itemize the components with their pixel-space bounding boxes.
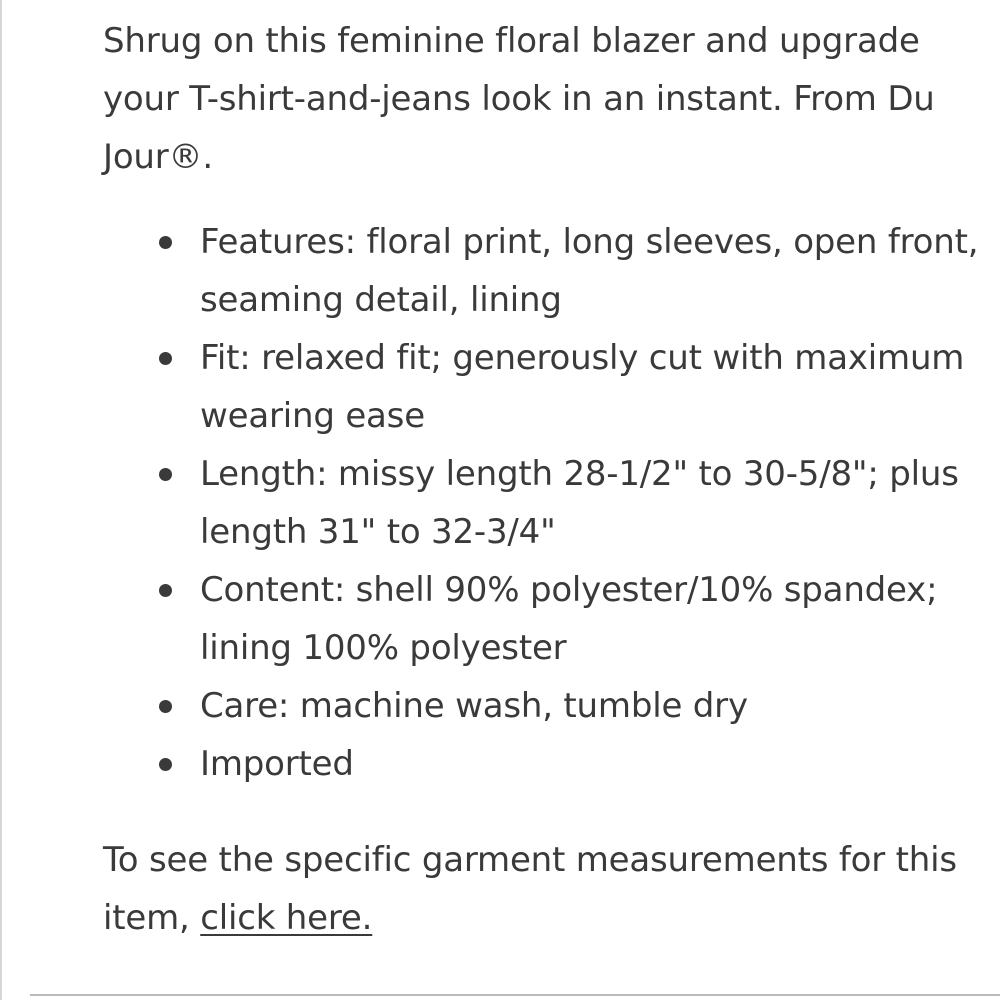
feature-item [103, 561, 983, 677]
feature-text: Content: shell 90% polyester/10% spandex; lining 100% polyester [200, 570, 938, 668]
bullet-icon [159, 352, 172, 365]
bullet-icon [159, 236, 172, 249]
bullet-icon [159, 584, 172, 597]
feature-item [103, 213, 983, 329]
feature-text: Fit: relaxed fit; generously cut with maximum wearing ease [200, 338, 965, 436]
feature-item [103, 677, 983, 735]
feature-text: Length: missy length 28-1/2" to 30-5/8"; plus length 31" to 32-3/4" [200, 454, 959, 552]
left-border [0, 0, 2, 1000]
feature-text: Features: floral print, long sleeves, open front, seaming detail, lining [200, 222, 979, 320]
measurements-note [103, 831, 983, 947]
feature-list [103, 213, 983, 793]
divider [30, 994, 1000, 996]
feature-text: Care: machine wash, tumble dry [200, 686, 748, 726]
measurements-text: To see the specific garment measurements for this item, [103, 840, 957, 938]
feature-item [103, 735, 983, 793]
bullet-icon [159, 700, 172, 713]
measurements-link[interactable]: click here. [200, 898, 373, 938]
bullet-icon [159, 468, 172, 481]
description-intro: Shrug on this feminine floral blazer and upgrade your T-shirt-and-jeans look in an instant. From Du Jour®. [103, 21, 935, 177]
feature-item [103, 329, 983, 445]
product-description [103, 12, 983, 947]
feature-item [103, 445, 983, 561]
feature-text: Imported [200, 744, 354, 784]
bullet-icon [159, 758, 172, 771]
